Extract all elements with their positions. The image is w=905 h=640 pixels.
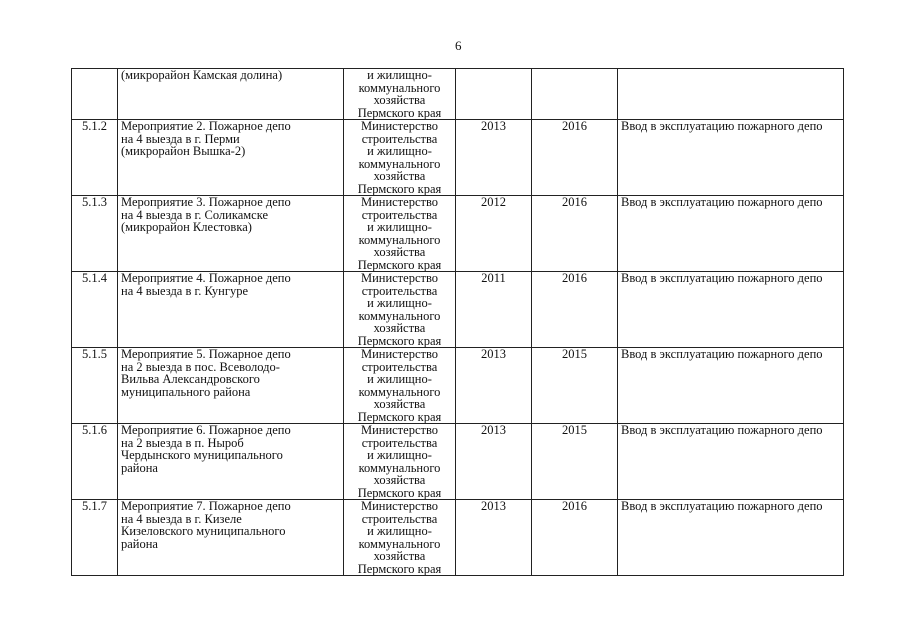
cell-measure-name: [118, 348, 344, 424]
cell-end-year: 2016: [532, 196, 618, 272]
cell-number: 5.1.4: [72, 272, 118, 348]
text-line: Пермского края: [357, 257, 442, 272]
text-line: строительства: [361, 511, 438, 526]
text-line: (микрорайон Вышка-2): [121, 144, 246, 158]
cell-result: Ввод в эксплуатацию пожарного депо: [618, 120, 844, 196]
cell-start-year: 2012: [456, 196, 532, 272]
text-line: хозяйства: [373, 93, 426, 107]
text-line: хозяйства: [373, 397, 426, 411]
cell-number: 5.1.7: [72, 500, 118, 576]
text-line: Пермского края: [357, 409, 442, 424]
cell-responsible: [344, 120, 456, 196]
text-line: и жилищно-: [367, 372, 432, 386]
text-line: хозяйства: [373, 473, 426, 487]
text-line: на 2 выезда в п. Ныроб: [121, 435, 244, 450]
table-row-continued: [72, 69, 844, 120]
text-line: на 4 выезда в г. Соликамске: [121, 207, 269, 222]
cell-number: 5.1.5: [72, 348, 118, 424]
text-line: Пермского края: [357, 485, 442, 500]
cell-result: Ввод в эксплуатацию пожарного депо: [618, 196, 844, 272]
text-line: строительства: [361, 131, 438, 146]
cell-measure-name: [118, 120, 344, 196]
text-line: и жилищно-: [367, 448, 432, 462]
cell-end-year: 2016: [532, 272, 618, 348]
text-line: строительства: [361, 207, 438, 222]
table-row: [72, 500, 844, 576]
cell-end-year: 2015: [532, 424, 618, 500]
cell-end-year: 2016: [532, 120, 618, 196]
cell-start-year: [456, 69, 532, 120]
text-line: Мероприятие 3. Пожарное депо: [121, 195, 291, 209]
text-line: Министерство: [360, 195, 439, 209]
cell-start-year: 2011: [456, 272, 532, 348]
text-line: Министерство: [360, 499, 439, 513]
text-line: строительства: [361, 359, 438, 374]
text-line: Пермского края: [357, 181, 442, 196]
text-line: Чердынского муниципального: [121, 448, 283, 462]
cell-responsible: [344, 196, 456, 272]
cell-measure-name: [118, 196, 344, 272]
text-line: на 4 выезда в г. Кунгуре: [121, 283, 248, 298]
text-line: и жилищно-: [367, 524, 432, 538]
text-line: Мероприятие 6. Пожарное депо: [121, 423, 291, 437]
page-number: 6: [455, 38, 462, 53]
text-line: Мероприятие 7. Пожарное депо: [121, 499, 291, 513]
cell-result: Ввод в эксплуатацию пожарного депо: [618, 424, 844, 500]
cell-result: Ввод в эксплуатацию пожарного депо: [618, 272, 844, 348]
text-line: (микрорайон Камская долина): [121, 68, 283, 82]
text-line: Кизеловского муниципального: [121, 524, 286, 538]
cell-start-year: 2013: [456, 348, 532, 424]
text-line: коммунального: [358, 536, 441, 551]
text-line: и жилищно-: [367, 144, 432, 158]
text-line: на 4 выезда в г. Перми: [121, 131, 240, 146]
text-line: Пермского края: [357, 105, 442, 120]
text-line: района: [121, 536, 158, 551]
cell-responsible: [344, 272, 456, 348]
cell-responsible: [344, 69, 456, 120]
text-line: и жилищно-: [367, 296, 432, 310]
text-line: муниципального района: [121, 384, 251, 399]
text-line: Пермского края: [357, 561, 442, 576]
cell-responsible: [344, 424, 456, 500]
cell-measure-name: [118, 500, 344, 576]
measures-table: [71, 68, 844, 576]
text-line: коммунального: [358, 460, 441, 475]
cell-responsible: [344, 348, 456, 424]
text-line: Вильва Александровского: [121, 372, 260, 386]
cell-measure-name: [118, 424, 344, 500]
text-line: на 4 выезда в г. Кизеле: [121, 511, 242, 526]
table-row: [72, 120, 844, 196]
cell-result: Ввод в эксплуатацию пожарного депо: [618, 348, 844, 424]
cell-end-year: 2015: [532, 348, 618, 424]
table-row: [72, 424, 844, 500]
text-line: Мероприятие 5. Пожарное депо: [121, 347, 291, 361]
text-line: Мероприятие 2. Пожарное депо: [121, 119, 291, 133]
text-line: коммунального: [358, 156, 441, 171]
cell-measure-name: [118, 272, 344, 348]
text-line: хозяйства: [373, 549, 426, 563]
text-line: района: [121, 460, 158, 475]
cell-end-year: 2016: [532, 500, 618, 576]
table-row: [72, 196, 844, 272]
text-line: коммунального: [358, 80, 441, 95]
text-line: на 2 выезда в пос. Всеволодо-: [121, 359, 280, 374]
cell-number: 5.1.3: [72, 196, 118, 272]
text-line: коммунального: [358, 232, 441, 247]
text-line: Министерство: [360, 347, 439, 361]
text-line: коммунального: [358, 384, 441, 399]
text-line: Министерство: [360, 423, 439, 437]
cell-start-year: 2013: [456, 424, 532, 500]
table-body: [72, 69, 844, 576]
text-line: Министерство: [360, 119, 439, 133]
table-row: [72, 272, 844, 348]
text-line: коммунального: [358, 308, 441, 323]
cell-measure-name: [118, 69, 344, 120]
text-line: и жилищно-: [367, 68, 432, 82]
cell-number: [72, 69, 118, 120]
cell-end-year: [532, 69, 618, 120]
text-line: Министерство: [360, 271, 439, 285]
text-line: строительства: [361, 283, 438, 298]
text-line: хозяйства: [373, 245, 426, 259]
cell-result: [618, 69, 844, 120]
cell-responsible: [344, 500, 456, 576]
cell-number: 5.1.2: [72, 120, 118, 196]
text-line: Мероприятие 4. Пожарное депо: [121, 271, 291, 285]
text-line: хозяйства: [373, 321, 426, 335]
cell-start-year: 2013: [456, 500, 532, 576]
cell-result: Ввод в эксплуатацию пожарного депо: [618, 500, 844, 576]
text-line: Пермского края: [357, 333, 442, 348]
cell-start-year: 2013: [456, 120, 532, 196]
cell-number: 5.1.6: [72, 424, 118, 500]
text-line: строительства: [361, 435, 438, 450]
text-line: хозяйства: [373, 169, 426, 183]
text-line: (микрорайон Клестовка): [121, 220, 252, 234]
text-line: и жилищно-: [367, 220, 432, 234]
table-row: [72, 348, 844, 424]
